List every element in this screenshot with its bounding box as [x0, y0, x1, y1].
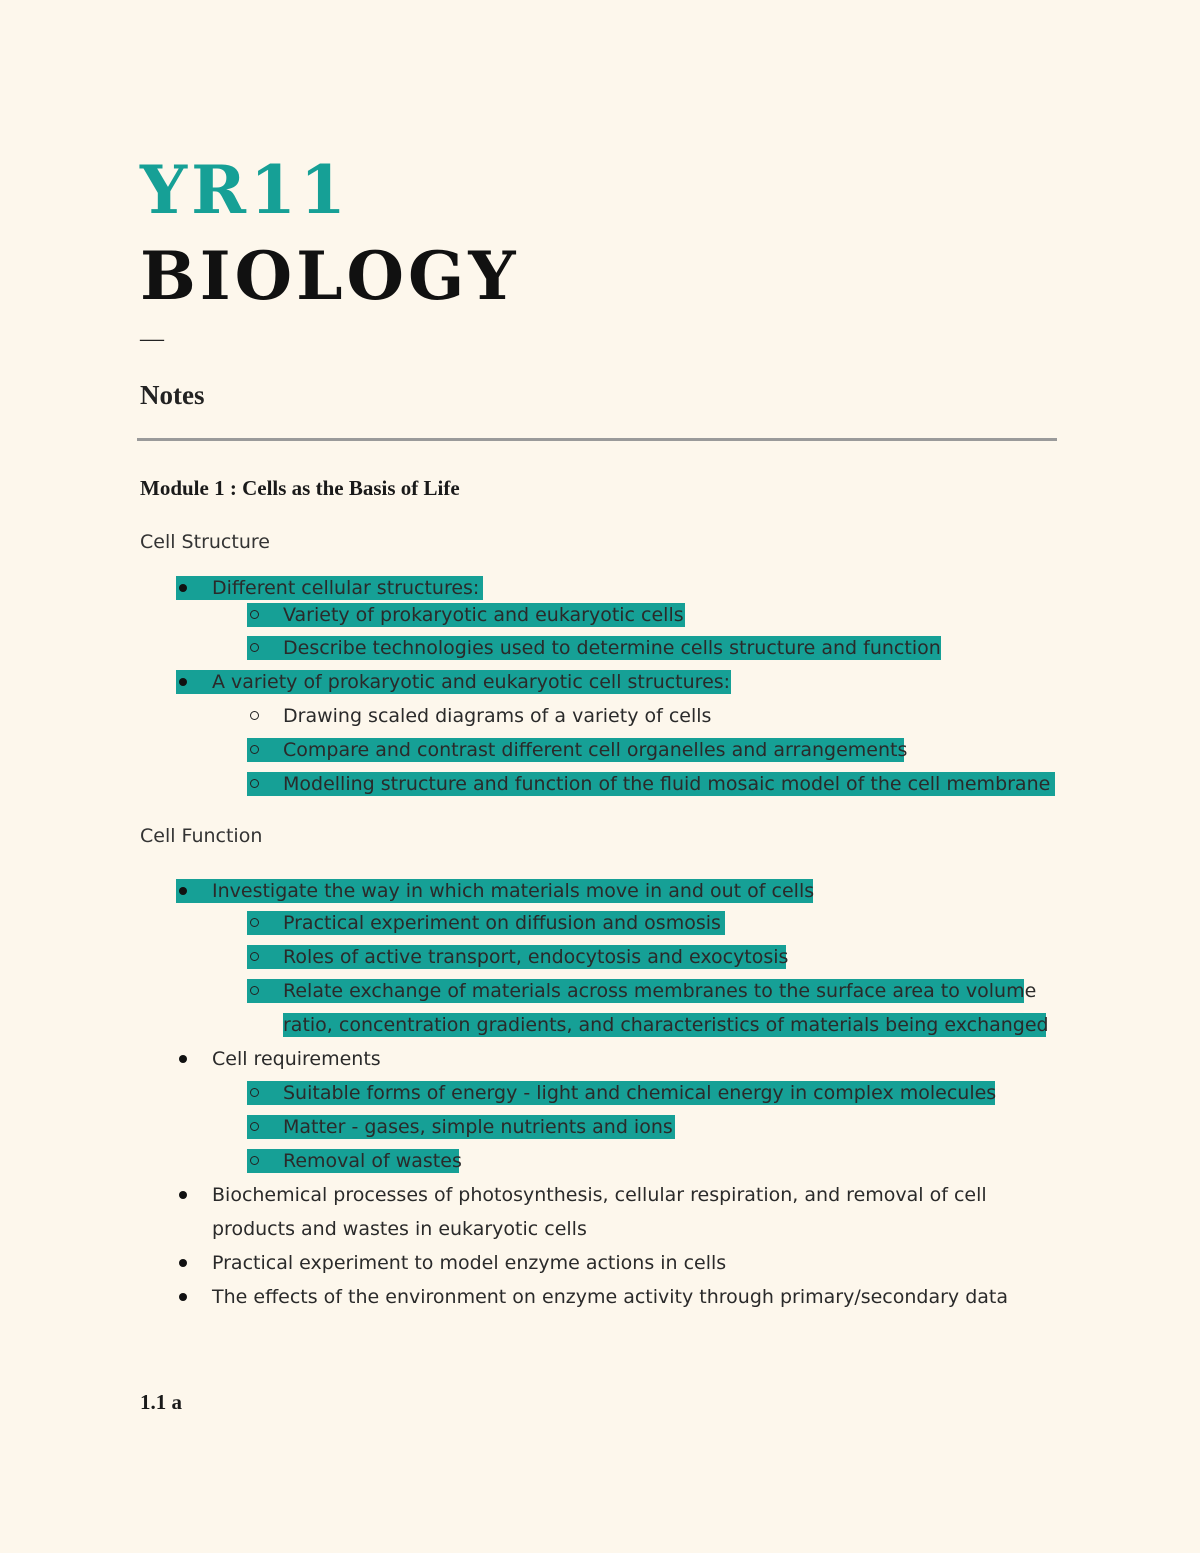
list-item	[247, 1081, 995, 1105]
circle-bullet-icon	[250, 711, 259, 720]
bullet-icon	[179, 1055, 187, 1063]
list-item	[176, 879, 813, 903]
circle-bullet-icon	[250, 918, 259, 927]
list-item-text: Roles of active transport, endocytosis and exocytosis	[283, 946, 789, 968]
circle-bullet-icon	[250, 952, 259, 961]
list-item-continuation	[212, 1217, 612, 1241]
title-year: YR11	[140, 151, 350, 229]
section-number: 1.1 a	[140, 1390, 182, 1414]
list-item	[247, 738, 908, 762]
list-item	[247, 636, 941, 660]
list-item-continuation	[283, 1013, 1049, 1037]
list-item	[247, 979, 1037, 1003]
horizontal-rule	[137, 438, 1057, 441]
list-item-text: Drawing scaled diagrams of a variety of cells	[283, 705, 712, 727]
bullet-icon	[179, 584, 187, 592]
circle-bullet-icon	[250, 1088, 259, 1097]
bullet-icon	[179, 678, 187, 686]
list-item	[176, 670, 731, 694]
bullet-icon	[179, 887, 187, 895]
title-dash: —	[140, 326, 164, 352]
list-item	[247, 772, 1055, 796]
list-item	[247, 945, 789, 969]
circle-bullet-icon	[250, 745, 259, 754]
list-item	[247, 1149, 462, 1173]
module-heading: Module 1 : Cells as the Basis of Life	[140, 476, 460, 500]
circle-bullet-icon	[250, 1156, 259, 1165]
circle-bullet-icon	[250, 779, 259, 788]
list-item	[247, 603, 685, 627]
list-item-text: ratio, concentration gradients, and characteristics of materials being exchanged	[283, 1014, 1049, 1036]
list-item	[176, 576, 483, 600]
list-item-text: Removal of wastes	[283, 1150, 462, 1172]
list-item-text: Different cellular structures:	[212, 577, 480, 599]
list-item-text: Practical experiment on diffusion and osmosis	[283, 912, 721, 934]
list-item-text: Matter - gases, simple nutrients and ions	[283, 1116, 673, 1138]
list-item	[176, 1285, 1016, 1309]
list-item-text: products and wastes in eukaryotic cells	[212, 1218, 587, 1240]
list-item	[176, 1047, 436, 1071]
list-item	[247, 1115, 675, 1139]
section-heading-structure: Cell Structure	[140, 531, 270, 553]
list-item	[176, 1251, 736, 1275]
title-subject: BIOLOGY	[140, 237, 520, 315]
list-item	[247, 704, 717, 728]
notes-subtitle: Notes	[140, 380, 205, 410]
list-item-text: Suitable forms of energy - light and chemical energy in complex molecules	[283, 1082, 997, 1104]
list-item-text: Describe technologies used to determine cells structure and function	[283, 637, 941, 659]
circle-bullet-icon	[250, 643, 259, 652]
section-heading-function: Cell Function	[140, 825, 263, 847]
list-item	[247, 911, 725, 935]
list-item-text: Relate exchange of materials across membranes to the surface area to volume	[283, 980, 1037, 1002]
list-item-text: The effects of the environment on enzyme activity through primary/secondary data	[212, 1286, 1009, 1308]
list-item-text: A variety of prokaryotic and eukaryotic cell structures:	[212, 671, 731, 693]
list-item-text: Variety of prokaryotic and eukaryotic cells	[283, 604, 684, 626]
list-item-text: Practical experiment to model enzyme actions in cells	[212, 1252, 727, 1274]
circle-bullet-icon	[250, 986, 259, 995]
list-item	[176, 1183, 1006, 1207]
bullet-icon	[179, 1259, 187, 1267]
list-item-text: Modelling structure and function of the fluid mosaic model of the cell membrane	[283, 773, 1051, 795]
list-item-text: Cell requirements	[212, 1048, 381, 1070]
bullet-icon	[179, 1191, 187, 1199]
circle-bullet-icon	[250, 1122, 259, 1131]
list-item-text: Compare and contrast different cell organelles and arrangements	[283, 739, 908, 761]
bullet-icon	[179, 1293, 187, 1301]
list-item-text: Biochemical processes of photosynthesis, cellular respiration, and removal of cell	[212, 1184, 987, 1206]
circle-bullet-icon	[250, 610, 259, 619]
list-item-text: Investigate the way in which materials move in and out of cells	[212, 880, 815, 902]
